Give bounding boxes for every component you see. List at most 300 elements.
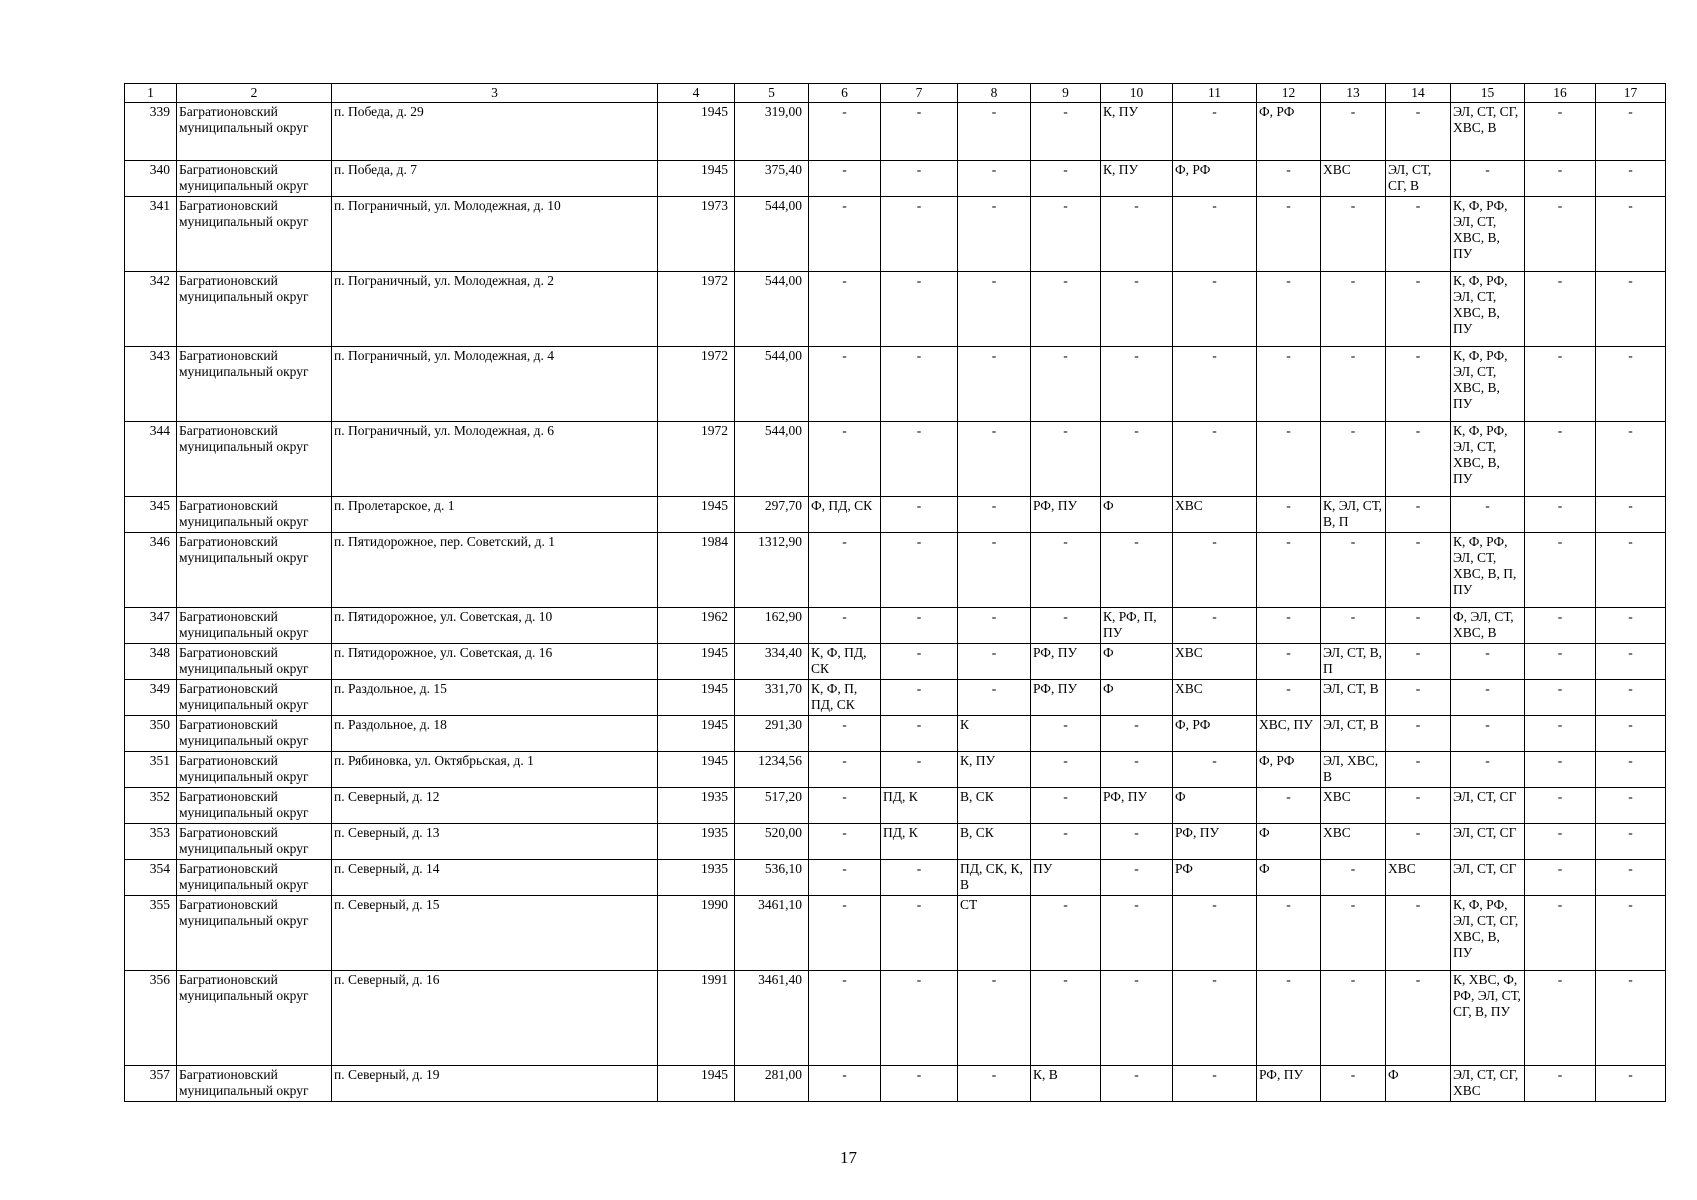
col-16-cell: -	[1525, 197, 1596, 272]
col-9-cell: -	[1031, 752, 1101, 788]
col-11-cell: -	[1173, 608, 1257, 644]
district-cell: Багратионовский муниципальный округ	[177, 752, 332, 788]
col-17-cell: -	[1596, 103, 1666, 161]
col-15-cell: -	[1451, 716, 1525, 752]
col-11-cell: РФ, ПУ	[1173, 824, 1257, 860]
build-year-cell: 1945	[658, 716, 735, 752]
table-row	[125, 788, 1666, 824]
col-7-cell: -	[881, 347, 958, 422]
col-7-cell: ПД, К	[881, 824, 958, 860]
col-10-cell: Ф	[1101, 644, 1173, 680]
col-8-cell: -	[958, 533, 1031, 608]
col-9-cell: -	[1031, 716, 1101, 752]
build-year-cell: 1945	[658, 644, 735, 680]
col-15-cell: ЭЛ, СТ, СГ	[1451, 788, 1525, 824]
header-cell-16: 16	[1525, 84, 1596, 103]
build-year-cell: 1945	[658, 1066, 735, 1102]
header-cell-17: 17	[1596, 84, 1666, 103]
col-14-cell: -	[1386, 680, 1451, 716]
col-7-cell: -	[881, 422, 958, 497]
header-cell-1: 1	[125, 84, 177, 103]
col-16-cell: -	[1525, 752, 1596, 788]
header-cell-12: 12	[1257, 84, 1321, 103]
district-cell: Багратионовский муниципальный округ	[177, 347, 332, 422]
row-number-cell: 345	[125, 497, 177, 533]
build-year-cell: 1945	[658, 680, 735, 716]
address-cell: п. Северный, д. 14	[332, 860, 658, 896]
district-cell: Багратионовский муниципальный округ	[177, 824, 332, 860]
col-14-cell: -	[1386, 644, 1451, 680]
area-cell: 162,90	[735, 608, 809, 644]
area-cell: 334,40	[735, 644, 809, 680]
district-cell: Багратионовский муниципальный округ	[177, 422, 332, 497]
row-number-cell: 353	[125, 824, 177, 860]
col-6-cell: -	[809, 347, 881, 422]
col-17-cell: -	[1596, 347, 1666, 422]
table-row	[125, 347, 1666, 422]
area-cell: 297,70	[735, 497, 809, 533]
address-cell: п. Раздольное, д. 15	[332, 680, 658, 716]
col-7-cell: -	[881, 971, 958, 1066]
col-11-cell: ХВС	[1173, 680, 1257, 716]
col-16-cell: -	[1525, 644, 1596, 680]
build-year-cell: 1935	[658, 824, 735, 860]
col-9-cell: -	[1031, 103, 1101, 161]
col-13-cell: ЭЛ, СТ, В	[1321, 680, 1386, 716]
col-9-cell: -	[1031, 824, 1101, 860]
col-16-cell: -	[1525, 161, 1596, 197]
col-17-cell: -	[1596, 896, 1666, 971]
col-8-cell: -	[958, 971, 1031, 1066]
build-year-cell: 1945	[658, 497, 735, 533]
col-10-cell: К, РФ, П, ПУ	[1101, 608, 1173, 644]
col-15-cell: К, Ф, РФ, ЭЛ, СТ, СГ, ХВС, В, ПУ	[1451, 896, 1525, 971]
col-12-cell: -	[1257, 644, 1321, 680]
col-6-cell: -	[809, 1066, 881, 1102]
col-11-cell: -	[1173, 197, 1257, 272]
col-8-cell: -	[958, 1066, 1031, 1102]
table-row	[125, 608, 1666, 644]
address-cell: п. Победа, д. 7	[332, 161, 658, 197]
col-17-cell: -	[1596, 608, 1666, 644]
district-cell: Багратионовский муниципальный округ	[177, 716, 332, 752]
col-6-cell: -	[809, 533, 881, 608]
col-14-cell: -	[1386, 824, 1451, 860]
col-6-cell: -	[809, 716, 881, 752]
district-cell: Багратионовский муниципальный округ	[177, 896, 332, 971]
district-cell: Багратионовский муниципальный округ	[177, 680, 332, 716]
col-13-cell: ХВС	[1321, 824, 1386, 860]
build-year-cell: 1972	[658, 272, 735, 347]
col-16-cell: -	[1525, 497, 1596, 533]
table-row	[125, 197, 1666, 272]
area-cell: 3461,10	[735, 896, 809, 971]
header-cell-8: 8	[958, 84, 1031, 103]
row-number-cell: 346	[125, 533, 177, 608]
col-6-cell: Ф, ПД, СК	[809, 497, 881, 533]
col-17-cell: -	[1596, 497, 1666, 533]
col-13-cell: -	[1321, 272, 1386, 347]
district-cell: Багратионовский муниципальный округ	[177, 788, 332, 824]
col-12-cell: -	[1257, 347, 1321, 422]
table-row	[125, 272, 1666, 347]
col-11-cell: Ф	[1173, 788, 1257, 824]
col-8-cell: В, СК	[958, 788, 1031, 824]
col-9-cell: -	[1031, 347, 1101, 422]
col-15-cell: ЭЛ, СТ, СГ	[1451, 860, 1525, 896]
col-15-cell: ЭЛ, СТ, СГ, ХВС	[1451, 1066, 1525, 1102]
col-15-cell: Ф, ЭЛ, СТ, ХВС, В	[1451, 608, 1525, 644]
col-8-cell: -	[958, 272, 1031, 347]
col-17-cell: -	[1596, 824, 1666, 860]
header-cell-15: 15	[1451, 84, 1525, 103]
row-number-cell: 347	[125, 608, 177, 644]
build-year-cell: 1935	[658, 788, 735, 824]
col-11-cell: -	[1173, 1066, 1257, 1102]
header-cell-3: 3	[332, 84, 658, 103]
header-cell-6: 6	[809, 84, 881, 103]
col-13-cell: -	[1321, 1066, 1386, 1102]
col-9-cell: -	[1031, 161, 1101, 197]
table-row	[125, 533, 1666, 608]
col-6-cell: -	[809, 161, 881, 197]
col-10-cell: -	[1101, 272, 1173, 347]
address-cell: п. Пятидорожное, пер. Советский, д. 1	[332, 533, 658, 608]
col-15-cell: К, Ф, РФ, ЭЛ, СТ, ХВС, В, ПУ	[1451, 347, 1525, 422]
build-year-cell: 1984	[658, 533, 735, 608]
col-9-cell: -	[1031, 272, 1101, 347]
col-6-cell: К, Ф, П, ПД, СК	[809, 680, 881, 716]
col-14-cell: -	[1386, 272, 1451, 347]
col-12-cell: Ф, РФ	[1257, 103, 1321, 161]
header-cell-7: 7	[881, 84, 958, 103]
table-row	[125, 824, 1666, 860]
col-16-cell: -	[1525, 272, 1596, 347]
col-16-cell: -	[1525, 788, 1596, 824]
address-cell: п. Северный, д. 19	[332, 1066, 658, 1102]
district-cell: Багратионовский муниципальный округ	[177, 497, 332, 533]
col-10-cell: -	[1101, 197, 1173, 272]
col-17-cell: -	[1596, 716, 1666, 752]
table-row	[125, 971, 1666, 1066]
col-6-cell: -	[809, 197, 881, 272]
housing-register-table	[124, 83, 1666, 1102]
col-14-cell: -	[1386, 347, 1451, 422]
col-12-cell: -	[1257, 197, 1321, 272]
col-7-cell: -	[881, 860, 958, 896]
area-cell: 3461,40	[735, 971, 809, 1066]
col-7-cell: -	[881, 161, 958, 197]
col-13-cell: -	[1321, 347, 1386, 422]
col-13-cell: ЭЛ, СТ, В	[1321, 716, 1386, 752]
col-11-cell: -	[1173, 103, 1257, 161]
col-14-cell: -	[1386, 716, 1451, 752]
col-15-cell: К, Ф, РФ, ЭЛ, СТ, ХВС, В, ПУ	[1451, 422, 1525, 497]
col-12-cell: Ф	[1257, 824, 1321, 860]
area-cell: 520,00	[735, 824, 809, 860]
table-row	[125, 752, 1666, 788]
build-year-cell: 1935	[658, 860, 735, 896]
address-cell: п. Раздольное, д. 18	[332, 716, 658, 752]
row-number-cell: 354	[125, 860, 177, 896]
header-cell-4: 4	[658, 84, 735, 103]
row-number-cell: 356	[125, 971, 177, 1066]
area-cell: 544,00	[735, 347, 809, 422]
col-16-cell: -	[1525, 347, 1596, 422]
col-14-cell: -	[1386, 896, 1451, 971]
col-16-cell: -	[1525, 896, 1596, 971]
col-11-cell: ХВС	[1173, 644, 1257, 680]
area-cell: 281,00	[735, 1066, 809, 1102]
col-14-cell: -	[1386, 197, 1451, 272]
col-10-cell: -	[1101, 896, 1173, 971]
area-cell: 319,00	[735, 103, 809, 161]
address-cell: п. Победа, д. 29	[332, 103, 658, 161]
address-cell: п. Пятидорожное, ул. Советская, д. 10	[332, 608, 658, 644]
col-7-cell: -	[881, 680, 958, 716]
col-16-cell: -	[1525, 716, 1596, 752]
col-13-cell: -	[1321, 896, 1386, 971]
table-row	[125, 680, 1666, 716]
address-cell: п. Пограничный, ул. Молодежная, д. 10	[332, 197, 658, 272]
col-10-cell: -	[1101, 533, 1173, 608]
col-14-cell: -	[1386, 533, 1451, 608]
col-7-cell: -	[881, 896, 958, 971]
col-9-cell: РФ, ПУ	[1031, 497, 1101, 533]
col-9-cell: -	[1031, 533, 1101, 608]
header-cell-5: 5	[735, 84, 809, 103]
col-11-cell: Ф, РФ	[1173, 716, 1257, 752]
col-12-cell: Ф, РФ	[1257, 752, 1321, 788]
col-6-cell: -	[809, 422, 881, 497]
col-13-cell: К, ЭЛ, СТ, В, П	[1321, 497, 1386, 533]
area-cell: 331,70	[735, 680, 809, 716]
area-cell: 544,00	[735, 197, 809, 272]
col-7-cell: -	[881, 197, 958, 272]
col-16-cell: -	[1525, 971, 1596, 1066]
row-number-cell: 339	[125, 103, 177, 161]
col-9-cell: РФ, ПУ	[1031, 644, 1101, 680]
col-10-cell: Ф	[1101, 680, 1173, 716]
col-9-cell: К, В	[1031, 1066, 1101, 1102]
col-12-cell: -	[1257, 161, 1321, 197]
district-cell: Багратионовский муниципальный округ	[177, 860, 332, 896]
address-cell: п. Северный, д. 15	[332, 896, 658, 971]
district-cell: Багратионовский муниципальный округ	[177, 272, 332, 347]
col-10-cell: -	[1101, 1066, 1173, 1102]
col-17-cell: -	[1596, 1066, 1666, 1102]
table-row	[125, 716, 1666, 752]
header-cell-2: 2	[177, 84, 332, 103]
col-17-cell: -	[1596, 533, 1666, 608]
col-14-cell: Ф	[1386, 1066, 1451, 1102]
col-7-cell: -	[881, 103, 958, 161]
col-10-cell: Ф	[1101, 497, 1173, 533]
table-row	[125, 896, 1666, 971]
col-7-cell: -	[881, 497, 958, 533]
col-17-cell: -	[1596, 644, 1666, 680]
district-cell: Багратионовский муниципальный округ	[177, 161, 332, 197]
col-13-cell: -	[1321, 533, 1386, 608]
col-11-cell: -	[1173, 896, 1257, 971]
col-16-cell: -	[1525, 533, 1596, 608]
col-14-cell: -	[1386, 752, 1451, 788]
col-11-cell: Ф, РФ	[1173, 161, 1257, 197]
header-cell-10: 10	[1101, 84, 1173, 103]
build-year-cell: 1972	[658, 347, 735, 422]
address-cell: п. Северный, д. 12	[332, 788, 658, 824]
col-6-cell: -	[809, 971, 881, 1066]
district-cell: Багратионовский муниципальный округ	[177, 608, 332, 644]
area-cell: 544,00	[735, 422, 809, 497]
col-9-cell: -	[1031, 608, 1101, 644]
col-10-cell: -	[1101, 716, 1173, 752]
col-8-cell: В, СК	[958, 824, 1031, 860]
col-12-cell: Ф	[1257, 860, 1321, 896]
col-16-cell: -	[1525, 608, 1596, 644]
col-12-cell: -	[1257, 896, 1321, 971]
col-17-cell: -	[1596, 788, 1666, 824]
col-14-cell: -	[1386, 103, 1451, 161]
address-cell: п. Рябиновка, ул. Октябрьская, д. 1	[332, 752, 658, 788]
build-year-cell: 1945	[658, 103, 735, 161]
table-row	[125, 422, 1666, 497]
build-year-cell: 1990	[658, 896, 735, 971]
col-12-cell: -	[1257, 971, 1321, 1066]
row-number-cell: 340	[125, 161, 177, 197]
address-cell: п. Пролетарское, д. 1	[332, 497, 658, 533]
table-row	[125, 161, 1666, 197]
col-6-cell: -	[809, 788, 881, 824]
col-13-cell: -	[1321, 860, 1386, 896]
col-17-cell: -	[1596, 680, 1666, 716]
col-14-cell: -	[1386, 608, 1451, 644]
col-6-cell: -	[809, 103, 881, 161]
build-year-cell: 1945	[658, 752, 735, 788]
col-11-cell: -	[1173, 347, 1257, 422]
district-cell: Багратионовский муниципальный округ	[177, 533, 332, 608]
col-17-cell: -	[1596, 752, 1666, 788]
row-number-cell: 343	[125, 347, 177, 422]
row-number-cell: 342	[125, 272, 177, 347]
header-cell-13: 13	[1321, 84, 1386, 103]
col-16-cell: -	[1525, 680, 1596, 716]
row-number-cell: 357	[125, 1066, 177, 1102]
col-12-cell: РФ, ПУ	[1257, 1066, 1321, 1102]
col-9-cell: -	[1031, 896, 1101, 971]
col-9-cell: ПУ	[1031, 860, 1101, 896]
col-8-cell: -	[958, 644, 1031, 680]
district-cell: Багратионовский муниципальный округ	[177, 644, 332, 680]
col-15-cell: -	[1451, 680, 1525, 716]
col-8-cell: К, ПУ	[958, 752, 1031, 788]
header-cell-14: 14	[1386, 84, 1451, 103]
col-16-cell: -	[1525, 1066, 1596, 1102]
col-11-cell: -	[1173, 533, 1257, 608]
address-cell: п. Пограничный, ул. Молодежная, д. 6	[332, 422, 658, 497]
area-cell: 1234,56	[735, 752, 809, 788]
col-17-cell: -	[1596, 860, 1666, 896]
col-6-cell: -	[809, 896, 881, 971]
col-16-cell: -	[1525, 422, 1596, 497]
col-10-cell: -	[1101, 860, 1173, 896]
col-8-cell: -	[958, 422, 1031, 497]
row-number-cell: 344	[125, 422, 177, 497]
row-number-cell: 355	[125, 896, 177, 971]
col-15-cell: -	[1451, 752, 1525, 788]
district-cell: Багратионовский муниципальный округ	[177, 103, 332, 161]
address-cell: п. Пограничный, ул. Молодежная, д. 2	[332, 272, 658, 347]
col-14-cell: -	[1386, 422, 1451, 497]
district-cell: Багратионовский муниципальный округ	[177, 971, 332, 1066]
col-8-cell: ПД, СК, К, В	[958, 860, 1031, 896]
row-number-cell: 349	[125, 680, 177, 716]
col-13-cell: -	[1321, 608, 1386, 644]
col-12-cell: -	[1257, 272, 1321, 347]
col-10-cell: -	[1101, 752, 1173, 788]
area-cell: 291,30	[735, 716, 809, 752]
col-16-cell: -	[1525, 860, 1596, 896]
col-10-cell: К, ПУ	[1101, 103, 1173, 161]
col-7-cell: -	[881, 644, 958, 680]
col-9-cell: -	[1031, 422, 1101, 497]
address-cell: п. Пограничный, ул. Молодежная, д. 4	[332, 347, 658, 422]
build-year-cell: 1991	[658, 971, 735, 1066]
build-year-cell: 1962	[658, 608, 735, 644]
col-15-cell: К, Ф, РФ, ЭЛ, СТ, ХВС, В, ПУ	[1451, 197, 1525, 272]
col-14-cell: -	[1386, 971, 1451, 1066]
address-cell: п. Северный, д. 13	[332, 824, 658, 860]
col-6-cell: -	[809, 752, 881, 788]
col-14-cell: -	[1386, 497, 1451, 533]
build-year-cell: 1945	[658, 161, 735, 197]
table-row	[125, 497, 1666, 533]
col-12-cell: -	[1257, 422, 1321, 497]
row-number-cell: 341	[125, 197, 177, 272]
col-7-cell: -	[881, 752, 958, 788]
column-number-header	[125, 84, 1666, 103]
col-13-cell: -	[1321, 197, 1386, 272]
col-6-cell: -	[809, 608, 881, 644]
table-row	[125, 860, 1666, 896]
col-15-cell: ЭЛ, СТ, СГ	[1451, 824, 1525, 860]
col-16-cell: -	[1525, 103, 1596, 161]
col-7-cell: -	[881, 716, 958, 752]
address-cell: п. Пятидорожное, ул. Советская, д. 16	[332, 644, 658, 680]
build-year-cell: 1973	[658, 197, 735, 272]
col-17-cell: -	[1596, 971, 1666, 1066]
col-8-cell: -	[958, 497, 1031, 533]
area-cell: 544,00	[735, 272, 809, 347]
col-13-cell: ХВС	[1321, 788, 1386, 824]
col-13-cell: ЭЛ, СТ, В, П	[1321, 644, 1386, 680]
address-cell: п. Северный, д. 16	[332, 971, 658, 1066]
district-cell: Багратионовский муниципальный округ	[177, 197, 332, 272]
col-13-cell: -	[1321, 103, 1386, 161]
col-7-cell: -	[881, 608, 958, 644]
table-row	[125, 103, 1666, 161]
col-7-cell: -	[881, 533, 958, 608]
col-11-cell: -	[1173, 272, 1257, 347]
col-8-cell: -	[958, 680, 1031, 716]
col-6-cell: -	[809, 860, 881, 896]
district-cell: Багратионовский муниципальный округ	[177, 1066, 332, 1102]
col-8-cell: СТ	[958, 896, 1031, 971]
col-10-cell: -	[1101, 824, 1173, 860]
col-10-cell: РФ, ПУ	[1101, 788, 1173, 824]
col-8-cell: -	[958, 197, 1031, 272]
col-11-cell: -	[1173, 422, 1257, 497]
